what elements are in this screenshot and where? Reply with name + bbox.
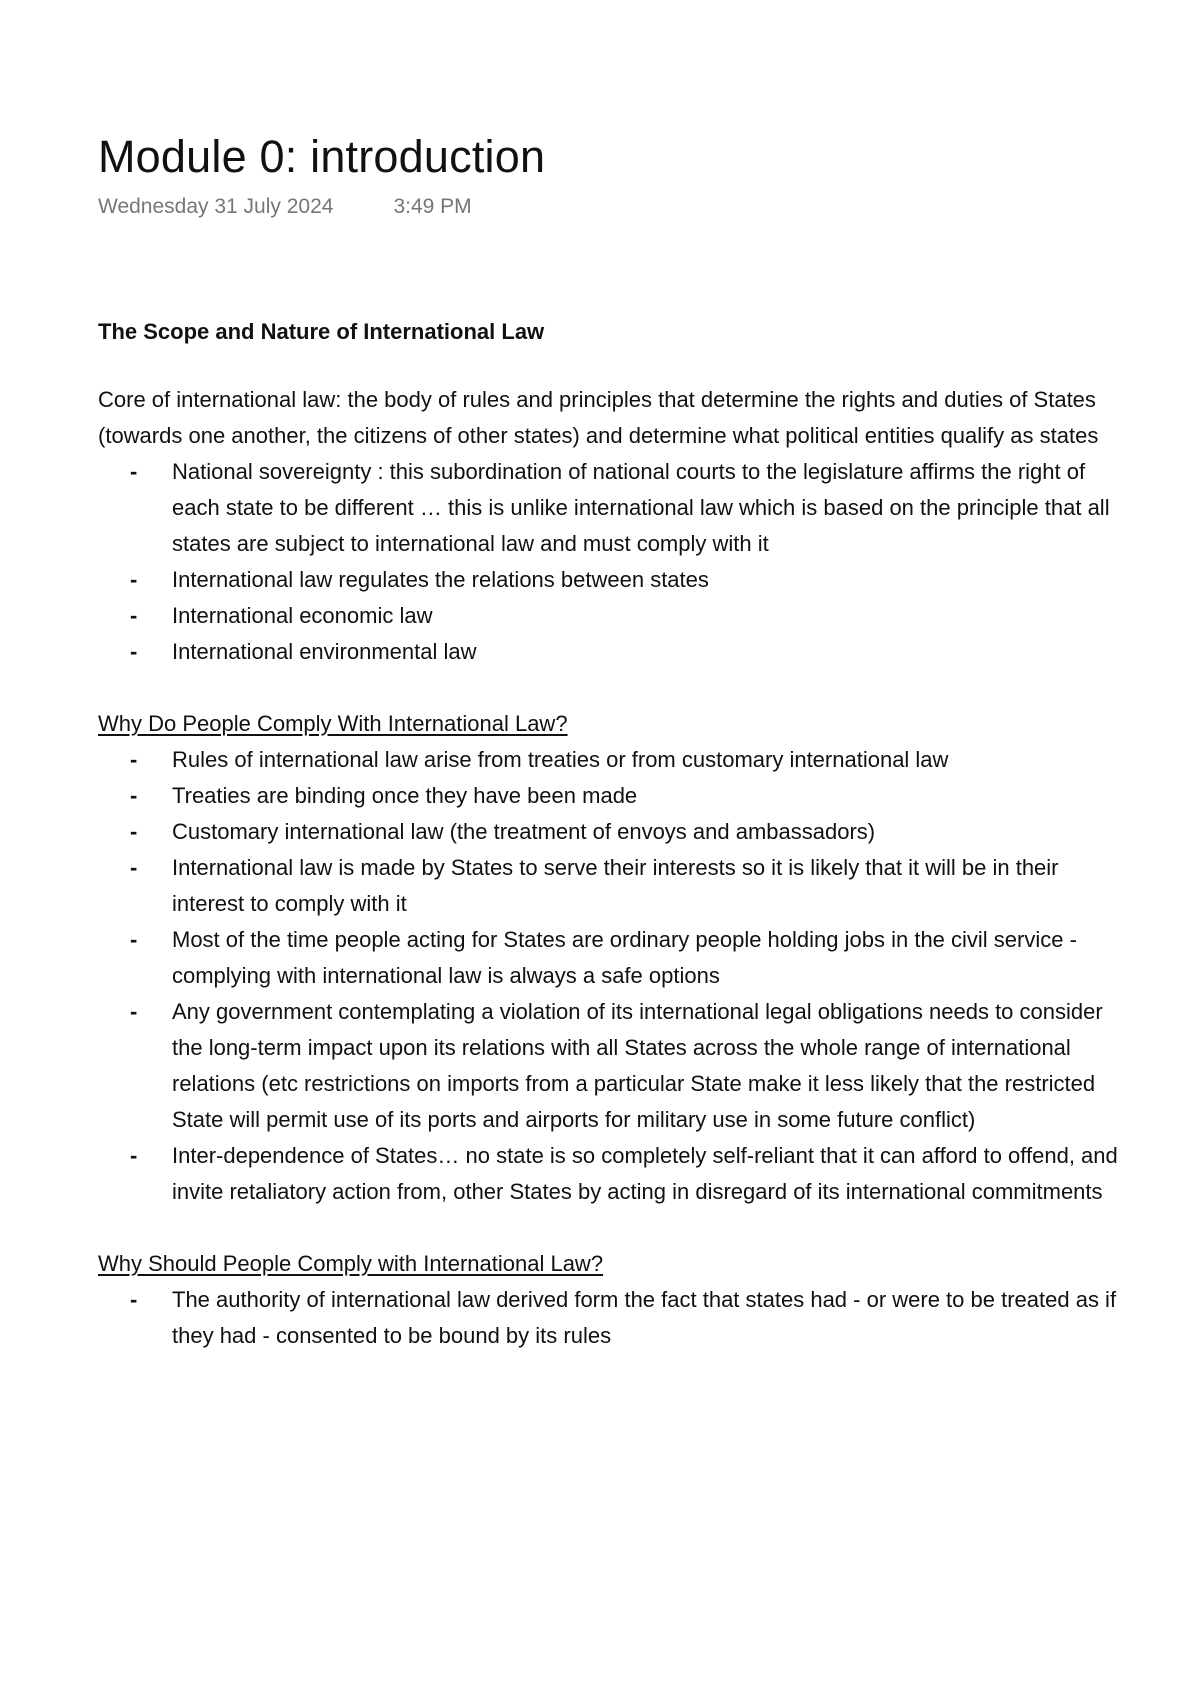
list-item-text: International environmental law (172, 639, 477, 664)
bullet-marker: - (130, 855, 138, 880)
list-item-text: International law regulates the relations between states (172, 567, 709, 592)
bullet-marker: - (130, 459, 138, 484)
bullet-marker: - (130, 1287, 138, 1312)
list-item (98, 634, 1118, 670)
list-item-text: Most of the time people acting for States are ordinary people holding jobs in the civil service - complying with international law is always a safe options (172, 927, 1077, 988)
list-item (98, 742, 1118, 778)
list-item (98, 1138, 1118, 1210)
note-page (98, 130, 1118, 1354)
scope-bullet-list (98, 454, 1118, 670)
list-item (98, 598, 1118, 634)
bullet-marker: - (130, 639, 138, 664)
list-item-text: Inter-dependence of States… no state is so completely self-reliant that it can afford to offend, and invite retaliatory action from, other States by acting in disregard of its international commitments (172, 1143, 1118, 1204)
list-item (98, 994, 1118, 1138)
bullet-marker: - (130, 567, 138, 592)
list-item-text: National sovereignty : this subordination of national courts to the legislature affirms the right of each state to be different … this is unlike international law which is based on the principle that all states are subject to international law and must comply with it (172, 459, 1110, 556)
subheading-why-do: Why Do People Comply With International Law? (98, 711, 568, 736)
list-item-text: International economic law (172, 603, 433, 628)
list-item-text: Any government contemplating a violation of its international legal obligations needs to consider the long-term impact upon its relations with all States across the whole range of international relations (etc restrictions on imports from a particular State make it less likely that the restricted State will permit use of its ports and airports for military use in some future conflict) (172, 999, 1103, 1132)
list-item (98, 850, 1118, 922)
list-item-text: Treaties are binding once they have been made (172, 783, 638, 808)
bullet-marker: - (130, 999, 138, 1024)
intro-paragraph: Core of international law: the body of rules and principles that determine the rights and duties of States (towards one another, the citizens of other states) and determine what political entities qualify as states (98, 387, 1099, 448)
list-item (98, 454, 1118, 562)
page-title: Module 0: introduction (98, 131, 546, 182)
bullet-marker: - (130, 603, 138, 628)
why-comply-bullet-list (98, 742, 1118, 1210)
list-item-text: The authority of international law derived form the fact that states had - or were to be treated as if they had - consented to be bound by its rules (172, 1287, 1117, 1348)
bullet-marker: - (130, 747, 138, 772)
subheading-why-should: Why Should People Comply with International Law? (98, 1251, 604, 1276)
list-item-text: International law is made by States to serve their interests so it is likely that it will be in their interest to comply with it (172, 855, 1059, 916)
list-item (98, 778, 1118, 814)
section-heading: The Scope and Nature of International Law (98, 319, 545, 344)
why-should-bullet-list (98, 1282, 1118, 1354)
note-timestamp (98, 194, 1118, 220)
bullet-marker: - (130, 1143, 138, 1168)
list-item (98, 562, 1118, 598)
list-item-text: Rules of international law arise from treaties or from customary international law (172, 747, 949, 772)
list-item (98, 922, 1118, 994)
note-date: Wednesday 31 July 2024 (98, 195, 334, 218)
bullet-marker: - (130, 819, 138, 844)
bullet-marker: - (130, 927, 138, 952)
list-item (98, 1282, 1118, 1354)
list-item-text: Customary international law (the treatment of envoys and ambassadors) (172, 819, 876, 844)
bullet-marker: - (130, 783, 138, 808)
note-time: 3:49 PM (393, 195, 472, 218)
list-item (98, 814, 1118, 850)
